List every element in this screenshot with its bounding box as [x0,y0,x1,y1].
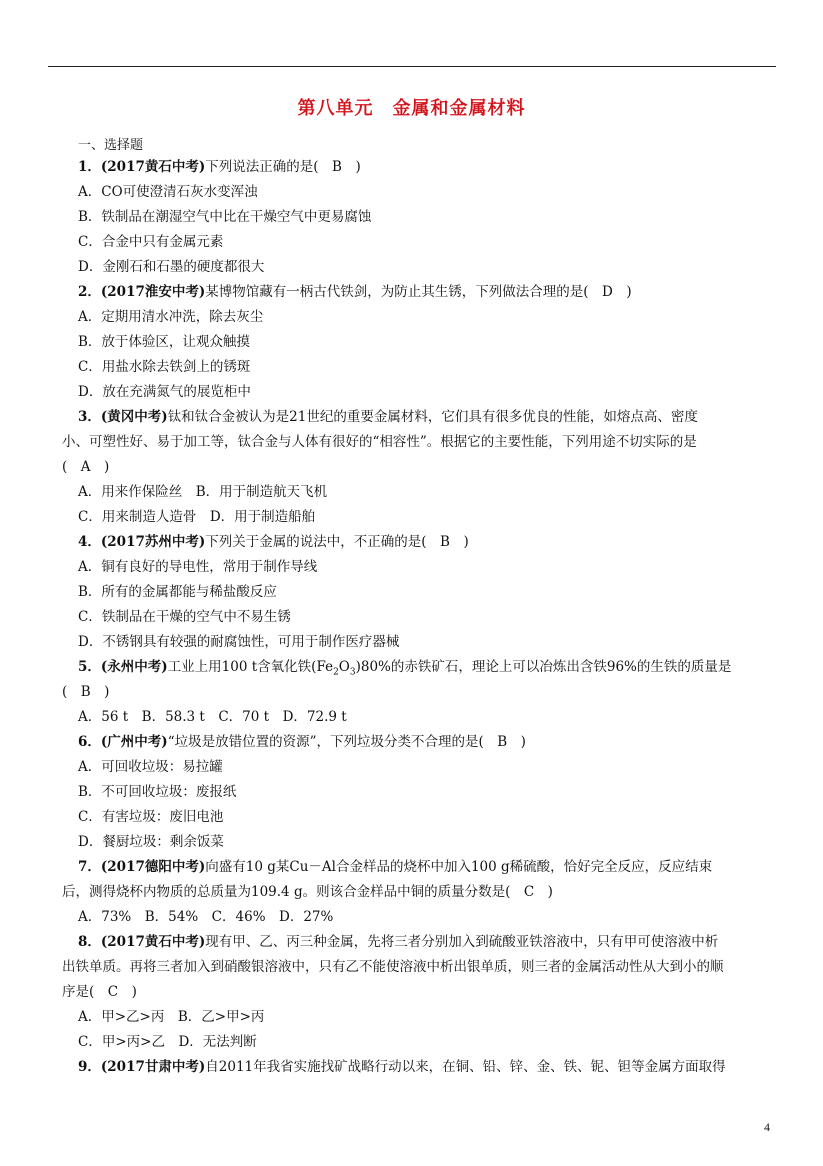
option: D．金刚石和石墨的硬度都很大 [78,259,265,275]
question-6: 6．(广州中考)“垃圾是放错位置的资源”，下列垃圾分类不合理的是( B ) [78,734,526,750]
question-9: 9．(2017甘肃中考)自2011年我省实施找矿战略行动以来，在铜、铅、锌、金、铁、铌、钽等金属方面取得 [78,1059,726,1075]
question-8-answer: 序是( C ) [62,984,137,1000]
question-5: 5．(永州中考)工业上用100 t含氧化铁$(Fe_2O_3)80\%$的赤铁矿石，理论上可以冶炼出含铁96%的生铁的质量是 [78,659,732,678]
option: A．甲>乙>丙 B．乙>甲>丙 [78,1009,265,1025]
question-list [62,155,776,1080]
option: B．放于体验区，让观众触摸 [78,334,250,350]
section-heading: 一、选择题 [78,138,144,153]
page-title: 第八单元 金属和金属材料 [297,98,526,119]
question-7-continued: 后，测得烧杯内物质的总质量为109.4 g。则该合金样品中铜的质量分数是( C ) [62,884,553,900]
question-3: 3．(黄冈中考)钛和钛合金被认为是21世纪的重要金属材料，它们具有很多优良的性能，如熔点高、密度 [78,409,698,425]
option: C．用来制造人造骨 D．用于制造船舶 [78,509,316,525]
option: A．56 t B．58.3 t C．70 t D．72.9 t [78,709,347,725]
option: C．铁制品在干燥的空气中不易生锈 [78,609,291,625]
option: A．用来作保险丝 B．用于制造航天飞机 [78,484,328,500]
question-3-answer: ( A ) [62,459,110,475]
question-2: 2．(2017淮安中考)某博物馆藏有一柄古代铁剑，为防止其生锈，下列做法合理的是( D ) [78,284,632,300]
question-8-continued: 出铁单质。再将三者加入到硝酸银溶液中，只有乙不能使溶液中析出银单质，则三者的金属活动性从大到小的顺 [62,959,724,975]
option: B．不可回收垃圾：废报纸 [78,784,237,800]
option: D．放在充满氮气的展览柜中 [78,384,251,400]
option: D．餐厨垃圾：剩余饭菜 [78,834,224,850]
question-4: 4．(2017苏州中考)下列关于金属的说法中，不正确的是( B ) [78,534,469,550]
option: C．用盐水除去铁剑上的锈斑 [78,359,251,375]
option: B．所有的金属都能与稀盐酸反应 [78,584,277,600]
question-1: 1．(2017黄石中考)下列说法正确的是( B ) [78,159,361,175]
option: C．有害垃圾：废旧电池 [78,809,224,825]
option: A．可回收垃圾：易拉罐 [78,759,223,775]
option: A．CO可使澄清石灰水变浑浊 [78,184,258,200]
header-rule [48,66,776,67]
question-8: 8．(2017黄石中考)现有甲、乙、丙三种金属，先将三者分别加入到硫酸亚铁溶液中，只有甲可使溶液中析 [78,934,719,950]
option: C．合金中只有金属元素 [78,234,224,250]
question-3-continued: 小、可塑性好、易于加工等，钛合金与人体有很好的“相容性”。根据它的主要性能，下列用途不切实际的是 [62,434,697,450]
question-5-answer: ( B ) [62,684,110,700]
option: D．不锈钢具有较强的耐腐蚀性，可用于制作医疗器械 [78,634,400,650]
option: A．铜有良好的导电性，常用于制作导线 [78,559,318,575]
question-7: 7．(2017德阳中考)向盛有10 g某Cu－Al合金样品的烧杯中加入100 g稀硫酸，恰好完全反应，反应结束 [78,859,713,875]
page-number: 4 [764,1120,770,1134]
option: B．铁制品在潮湿空气中比在干燥空气中更易腐蚀 [78,209,372,225]
option: A．73% B．54% C．46% D．27% [78,909,334,925]
option: C．甲>丙>乙 D．无法判断 [78,1034,257,1050]
option: A．定期用清水冲洗，除去灰尘 [78,309,264,325]
